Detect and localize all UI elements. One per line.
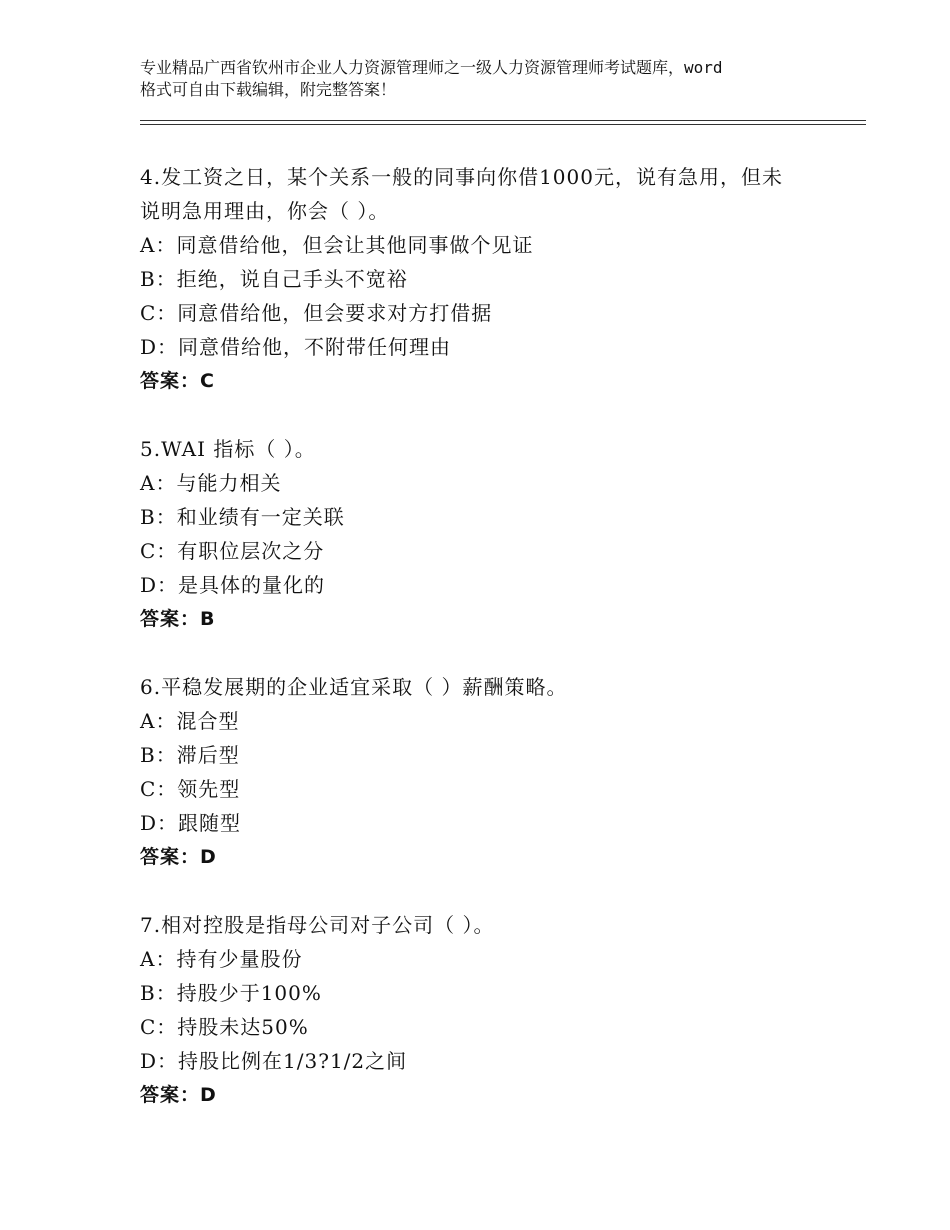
header-title-line-1: 专业精品广西省钦州市企业人力资源管理师之一级人力资源管理师考试题库，word <box>140 58 723 77</box>
question-list <box>140 160 840 1146</box>
question-4 <box>140 160 840 398</box>
answer-label: 答案： <box>140 370 201 392</box>
option-a: A：与能力相关 <box>140 471 282 495</box>
answer-line <box>140 1078 840 1112</box>
option-d: D：是具体的量化的 <box>140 573 326 597</box>
option-b: B：和业绩有一定关联 <box>140 505 345 529</box>
option-a: A：同意借给他，但会让其他同事做个见证 <box>140 233 534 257</box>
option-d: D：跟随型 <box>140 811 242 835</box>
option-b: B：拒绝，说自己手头不宽裕 <box>140 267 408 291</box>
question-7 <box>140 908 840 1112</box>
question-stem-line: 说明急用理由，你会（ ）。 <box>140 199 390 223</box>
document-header <box>140 57 840 101</box>
option-a: A：持有少量股份 <box>140 947 303 971</box>
answer-line <box>140 602 840 636</box>
option-d: D：持股比例在1/3?1/2之间 <box>140 1049 408 1073</box>
question-stem-line: 5.WAI 指标（ ）。 <box>140 437 316 461</box>
header-title-line-2: 格式可自由下载编辑，附完整答案！ <box>140 80 397 99</box>
answer-label: 答案： <box>140 608 201 630</box>
answer-value: B <box>200 608 215 630</box>
option-c: C：持股未达50% <box>140 1015 309 1039</box>
answer-label: 答案： <box>140 1084 201 1106</box>
answer-line <box>140 364 840 398</box>
question-stem-line: 7.相对控股是指母公司对子公司（ ）。 <box>140 913 495 937</box>
answer-label: 答案： <box>140 846 201 868</box>
option-d: D：同意借给他，不附带任何理由 <box>140 335 452 359</box>
option-b: B：持股少于100% <box>140 981 322 1005</box>
answer-line <box>140 840 840 874</box>
question-5 <box>140 432 840 636</box>
option-c: C：领先型 <box>140 777 241 801</box>
answer-value: C <box>200 370 214 392</box>
option-c: C：有职位层次之分 <box>140 539 325 563</box>
answer-value: D <box>200 846 216 868</box>
option-b: B：滞后型 <box>140 743 240 767</box>
question-6 <box>140 670 840 874</box>
question-stem-line: 4.发工资之日，某个关系一般的同事向你借1000元，说有急用，但未 <box>140 165 783 189</box>
header-double-rule <box>140 120 866 125</box>
answer-value: D <box>200 1084 216 1106</box>
question-stem-line: 6.平稳发展期的企业适宜采取（ ）薪酬策略。 <box>140 675 568 699</box>
option-c: C：同意借给他，但会要求对方打借据 <box>140 301 493 325</box>
option-a: A：混合型 <box>140 709 240 733</box>
